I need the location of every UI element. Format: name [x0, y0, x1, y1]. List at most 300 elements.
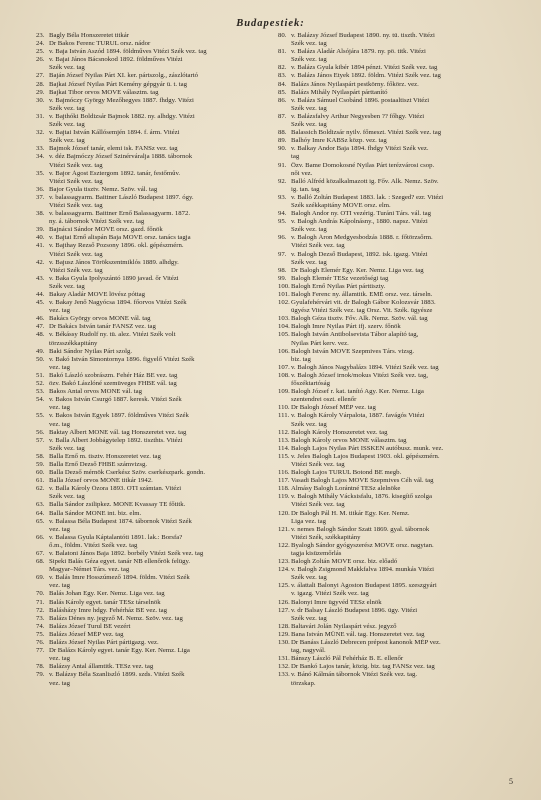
list-entry [36, 348, 266, 356]
entry-text: Özv. Bame Domokosné Nyilas Párt terézvárosi csop. [291, 161, 435, 169]
entry-number: 103. [278, 315, 290, 323]
entry-number: 99. [278, 274, 287, 282]
list-entry [36, 647, 266, 655]
entry-continuation: Szék vez. tag [49, 444, 85, 452]
page-number: 5 [509, 777, 513, 786]
entry-text: Balla József orvos MONE titkár 1942. [49, 477, 153, 485]
entry-number: 34. [36, 153, 45, 161]
list-entry [278, 275, 510, 283]
entry-text: v. Balassa Gyula Káptalantóti 1891. lak.: Borsfa? [49, 533, 183, 541]
list-entry [36, 671, 266, 679]
entry-text: Baktay Albert MONE vál. tag Honszeretet vez. tag [49, 428, 187, 436]
entry-text: v. déz Bajmóczy József Szinérváralja 1888. tábornok [49, 153, 193, 161]
entry-text: Dr Bankó Lajos tanár, közig. biz. tag FANSz vez. tag [291, 663, 435, 671]
list-entry [278, 566, 510, 574]
entry-continuation: Szék vez. tag [49, 493, 85, 501]
entry-number: 98. [278, 266, 287, 274]
entry-text: Dr Balázs Károly egyet. tanár Egy. Ker. Nemz. Liga [49, 647, 190, 655]
entry-text: v. Balázsy Béla Szanliszló 1899. szds. Vitézi Szék [49, 671, 185, 679]
entry-text: Balogh Zoltán MOVE orsz. biz. előadó [291, 558, 398, 566]
entry-continuation: Szék vez. tag [291, 56, 327, 64]
entry-number: 79. [36, 671, 45, 679]
entry-number: 46. [36, 315, 45, 323]
list-entry [36, 663, 266, 671]
entry-number: 35. [36, 169, 45, 177]
entry-number: 90. [278, 145, 287, 153]
list-entry [36, 485, 266, 493]
entry-text: v. Balogh Károly Várpalota, 1887. favágós Vitézi [291, 412, 425, 420]
list-entry [36, 477, 266, 485]
entry-text: v. Bajai János Bácsnokod 1892. földműves Vitézi [49, 56, 183, 64]
list-entry [278, 623, 510, 631]
list-entry [278, 388, 510, 396]
entry-number: 56. [36, 428, 45, 436]
entry-number: 115. [278, 452, 290, 460]
entry-number: 84. [278, 80, 287, 88]
entry-text: v. Bajor Ágost Esztergom 1892. tanár, festőmův. [49, 169, 181, 177]
entry-continuation: v. igazg. Vitézi Szék vez. tag [291, 590, 369, 598]
entry-number: 114. [278, 444, 290, 452]
entry-text: v. Balázs Aladár Alsójára 1879. ny. pö. titk. Vitézi [291, 48, 426, 56]
entry-number: 129. [278, 630, 290, 638]
entry-number: 71. [36, 598, 45, 606]
list-entry [278, 194, 510, 202]
entry-text: Dr Bakos Ferenc TURUL orsz. nádor [49, 40, 151, 48]
entry-continuation: Vitézi Szék vez. tag [291, 460, 345, 468]
entry-number: 58. [36, 452, 45, 460]
list-entry [278, 72, 510, 80]
entry-text: v. Balázs János Etyek 1892. földm. Vitézi Szék vez. tag [291, 72, 441, 80]
list-entry [278, 453, 510, 461]
list-entry [278, 582, 510, 590]
entry-number: 100. [278, 282, 290, 290]
entry-text: v. Balogh Dezső Budapest, 1892. isk. igazg. Vitézi [291, 250, 428, 258]
entry-continuation: vez. tag [49, 404, 70, 412]
entry-text: Dr Bakács István tanár FANSZ vez. tag [49, 323, 156, 331]
entry-number: 43. [36, 274, 45, 282]
entry-number: 107. [278, 363, 290, 371]
list-entry [278, 210, 510, 218]
entry-text: v. Balogh Mihály Vácksisfalu, 1876. kisegítő szolga [291, 493, 432, 501]
entry-number: 94. [278, 210, 287, 218]
entry-text: v. Bajtai Ernő alispán Baja MOVE orsz. tanács tagja [49, 234, 191, 242]
entry-text: v. Bajthay Rezső Pozsony 1896. okl. gépészmérn. [49, 242, 184, 250]
entry-number: 112. [278, 428, 290, 436]
list-entry [278, 97, 510, 105]
list-entry [36, 429, 266, 437]
entry-continuation: törzsszékkapitány [49, 339, 98, 347]
list-entry [278, 429, 510, 437]
list-entry [278, 291, 510, 299]
entry-number: 59. [36, 460, 45, 468]
list-entry [278, 234, 510, 242]
list-entry [278, 251, 510, 259]
list-entry [36, 607, 266, 615]
entry-text: v. balassagyarm. Baittner László Budapest 1897. ógy. [49, 193, 194, 201]
entry-text: Balázs Dénes ny. jegyző M. Nemz. Szöv. vez. tag [49, 614, 183, 622]
entry-number: 37. [36, 193, 45, 201]
entry-text: Baltavári Jolán Nyilaspárt vész. jegyző [291, 622, 397, 630]
entry-text: v. Balló Zoltán Budapest 1883. lak. : Szeged? ezr. Vitézi [291, 193, 444, 201]
entry-number: 121. [278, 525, 290, 533]
list-entry [278, 599, 510, 607]
entry-continuation: tagja kisüzemőrlás [291, 550, 342, 557]
entry-number: 57. [36, 436, 45, 444]
list-entry [278, 113, 510, 121]
entry-number: 73. [36, 614, 45, 622]
entry-continuation: Szék vez. tag [49, 64, 85, 72]
entry-number: 85. [278, 88, 287, 96]
list-entry [36, 32, 266, 40]
list-entry [36, 631, 266, 639]
entry-continuation: főszéktartóság [291, 380, 330, 388]
list-entry [36, 437, 266, 445]
entry-number: 92. [278, 177, 287, 185]
entry-number: 81. [278, 48, 287, 56]
entry-continuation: Szék vez. tag [49, 121, 85, 129]
entry-continuation: Szék vez. tag [49, 137, 85, 145]
list-entry [36, 40, 266, 48]
list-entry [36, 89, 266, 97]
entry-number: 105. [278, 331, 290, 339]
entry-number: 104. [278, 323, 290, 331]
list-entry [278, 477, 510, 485]
entry-text: v. Balázs Gyula kibér 1894 pénzt. Vitézi Szék vez. tag [291, 64, 438, 72]
list-entry [36, 48, 266, 56]
entry-number: 38. [36, 210, 45, 218]
entry-text: Balázs József MÉP vez. tag [49, 630, 124, 638]
list-entry [278, 607, 510, 615]
entry-text: v. Baja István Aszód 1894. földműves Vitézi Szék vez. tag [49, 48, 207, 56]
entry-number: 26. [36, 56, 45, 64]
entry-number: 39. [36, 226, 45, 234]
entry-text: Balázs János Nyilaspárt pestkörny. főkörz. vez. [291, 80, 419, 88]
list-entry [278, 81, 510, 89]
entry-text: Balogh Géza tisztv. Főv. Alk. Nemz. Szöv. vál. tag [291, 315, 428, 323]
list-entry [36, 396, 266, 404]
entry-number: 33. [36, 145, 45, 153]
entry-text: Bana István MÜNE vál. tag. Honszeretet vez. tag [291, 630, 425, 638]
entry-number: 41. [36, 242, 45, 250]
list-entry [36, 299, 266, 307]
entry-text: v. Bajusz János Törökszentmiklós 1889. alhdgy. [49, 258, 179, 266]
entry-continuation: vez. tag [49, 679, 70, 687]
entry-text: v. Bajthóki Boldizsár Bajmok 1882. ny. alhdgy. Vitézi [49, 112, 195, 120]
entry-text: Balázs Mihály Nyilaspárt párttanító [291, 88, 388, 96]
entry-text: Bajor Gyula tisztv. Nemz. Szöv. vál. tag [49, 185, 158, 193]
entry-text: Balla Sándor zsilipkez. MONE Kvassay TE főtitk. [49, 501, 186, 509]
entry-text: Balonyi Imre ügyvéd TESz elnök [291, 598, 382, 606]
entry-number: 109. [278, 388, 290, 396]
list-entry [36, 226, 266, 234]
entry-number: 117. [278, 477, 290, 485]
list-entry [36, 558, 266, 566]
entry-text: v. Balás Imre Hosszúmező 1894. földm. Vitézi Szék [49, 574, 190, 582]
entry-number: 27. [36, 72, 45, 80]
entry-number: 36. [36, 185, 45, 193]
entry-text: Balla Dezső mérnök Cserkész Szöv. cserkészpark. gondn. [49, 469, 206, 477]
entry-continuation: Vitézi Szék, székkapitány [291, 533, 361, 541]
list-entry [278, 655, 510, 663]
entry-continuation: Vitézi Szék vez. tag [291, 501, 345, 509]
entry-number: 25. [36, 48, 45, 56]
list-entry [278, 162, 510, 170]
entry-continuation: szentendrei oszt. ellenőr [291, 396, 357, 404]
entry-text: Balogh Ferenc ny. államtitk. EMÉ orsz. vez. társeln. [291, 291, 433, 298]
entry-text: v. Balla Károly Ózora 1893. OTI számtan. Vitézi [49, 485, 182, 493]
list-entry [278, 32, 510, 40]
entry-number: 133. [278, 671, 290, 679]
entry-number: 31. [36, 112, 45, 120]
entry-number: 76. [36, 639, 45, 647]
entry-text: Balogh Károly orvos MONE választm. tag [291, 436, 407, 444]
entry-text: Bakó László szobrászm. Fehér Ház BE vez. tag [49, 371, 178, 379]
list-entry [278, 445, 510, 453]
entry-text: Baján József Nyilas Párt XI. ker. pártszolg., zászlótartó [49, 72, 199, 80]
entry-continuation: tag, nagyvál. [291, 647, 326, 655]
entry-number: 111. [278, 412, 290, 420]
entry-number: 87. [278, 112, 287, 120]
list-entry [278, 404, 510, 412]
entry-continuation: Szék vez. tag [291, 226, 327, 234]
entry-number: 130. [278, 639, 290, 647]
entry-continuation: ügyész Vitézi Szék vez. tag Orsz. Vit. Szék. ügyésze [291, 307, 433, 315]
entry-continuation: Szék vez. tag [49, 282, 85, 290]
entry-continuation: vez. tag [49, 525, 70, 533]
list-entry [278, 558, 510, 566]
entry-text: v. Baka Gyula Ipolyszántó 1890 javad. őr Vitézi [49, 274, 179, 282]
entry-number: 122. [278, 541, 290, 549]
entry-text: v. Bakay Jenő Nagyócsa 1894. főorvos Vitézi Szék [49, 299, 187, 307]
entry-continuation: Szék vez. tag [291, 574, 327, 582]
list-entry [278, 671, 510, 679]
entry-continuation: ig. tan. tag [291, 185, 320, 193]
list-entry [36, 412, 266, 420]
list-entry [278, 267, 510, 275]
entry-number: 32. [36, 129, 45, 137]
entry-continuation: Nyilas Párt kerv. vez. [291, 339, 349, 347]
entry-text: Bakos Antal orvos MONE vál. tag [49, 388, 142, 396]
entry-number: 108. [278, 371, 290, 379]
entry-text: Bajnácsi Sándor MOVE orsz. gazd. főnök [49, 226, 163, 234]
entry-text: Balogh István MOVE Szepmives Társ. vizsg. [291, 347, 415, 355]
left-column [36, 32, 266, 688]
entry-text: Balogh Andor ny. OTI vezérig. Turáni Társ. vál. tag [291, 210, 432, 218]
entry-number: 60. [36, 469, 45, 477]
list-entry [36, 323, 266, 331]
entry-continuation: Szék vez. tag [291, 40, 327, 48]
entry-number: 118. [278, 485, 290, 493]
entry-continuation: Vitézi Szék vez. tag [49, 266, 103, 274]
entry-text: Balogh Ernő Nyilas Párt párttiszty. [291, 282, 386, 290]
entry-number: 78. [36, 663, 45, 671]
entry-text: Dr Banáss László Debrecen prépost kanonok MÉP vez. [291, 639, 441, 647]
entry-number: 63. [36, 501, 45, 509]
entry-text: Sipeki Balás Géza egyet. tanár NB ellenőrök felügy. [49, 558, 191, 566]
entry-number: 123. [278, 558, 290, 566]
list-entry [36, 72, 266, 80]
entry-text: v. Balkay Andor Baja 1894. fhdgy Vitézi Szék vez. [291, 145, 429, 153]
entry-continuation: női vez. [291, 169, 313, 177]
entry-text: özv. Bakó Lászlóné szemüveges FHBE vál. tag [49, 380, 177, 388]
entry-number: 106. [278, 347, 290, 355]
entry-continuation: ő.m., földm. Vitézi Szék vez. tag [49, 541, 138, 549]
entry-number: 110. [278, 404, 290, 412]
entry-text: v. Bánó Kálmán tábornok Vitézi Szék vez. tag. [291, 671, 418, 679]
list-entry [278, 178, 510, 186]
entry-continuation: Vitézi Szék vez. tag [49, 177, 103, 185]
list-entry [278, 129, 510, 137]
entry-text: Balogh Lajos TURUL Botond BE megb. [291, 469, 402, 477]
entry-number: 101. [278, 291, 290, 298]
right-column [278, 32, 510, 688]
entry-continuation: Vitézi Szék vez. tag [49, 250, 103, 258]
list-entry [36, 186, 266, 194]
list-entry [36, 81, 266, 89]
list-entry [36, 291, 266, 299]
list-entry [278, 89, 510, 97]
entry-continuation: ny. á. tábornok Vitézi Szék vez. tag [49, 218, 145, 226]
list-entry [278, 48, 510, 56]
list-entry [278, 493, 510, 501]
entry-text: v. Balázsy József Budapest 1890. ny. tü. tiszth. Vitézi [291, 32, 435, 39]
entry-number: 116. [278, 469, 290, 477]
entry-continuation: Szék vez. tag [291, 121, 327, 129]
entry-text: Dr Balogh Pál H. M. titkár Egy. Ker. Nemz. [291, 509, 410, 517]
entry-continuation: Szék vez. tag [291, 420, 327, 428]
entry-text: Balla Sándor MONE int. biz. elm. [49, 509, 142, 517]
entry-text: Balló Alfréd közalkalmazott ig. Főv. Alk. Nemz. Szöv. [291, 177, 439, 185]
entry-number: 119. [278, 493, 290, 501]
entry-text: Bakay Aladár MOVE lövész póttag [49, 291, 145, 298]
list-entry [278, 437, 510, 445]
entry-number: 96. [278, 234, 287, 242]
entry-continuation: Szék vez. tag [291, 614, 327, 622]
entry-number: 54. [36, 396, 45, 404]
entry-continuation: Szék vez. tag [291, 258, 327, 266]
entry-number: 23. [36, 32, 45, 39]
entry-number: 40. [36, 234, 45, 242]
list-entry [36, 380, 266, 388]
list-entry [278, 542, 510, 550]
list-entry [278, 331, 510, 339]
entry-text: Dr Balogh József MÉP vez. tag [291, 404, 376, 412]
entry-number: 95. [278, 218, 287, 226]
entry-number: 77. [36, 647, 45, 655]
entry-text: v. Balázsfalvy Arthur Negyesben ?? főhgy. Vitézi [291, 112, 425, 120]
entry-text: v. Bakos István Csurgó 1887. keresk. Vitézi Szék [49, 396, 182, 404]
entry-number: 64. [36, 509, 45, 517]
entry-continuation: vez. tag [49, 582, 70, 590]
entry-text: Balogh Imre Nyilas Párt ifj. szerv. főnök [291, 323, 401, 331]
list-entry [36, 518, 266, 526]
list-entry [36, 599, 266, 607]
entry-continuation: Szék vez. tag [291, 104, 327, 112]
entry-number: 102. [278, 299, 290, 307]
entry-text: Bajkai Tibor orvos MOVE választm. tag [49, 88, 159, 96]
entry-text: v. Bajmóczy György Mezőhegyes 1887. fhdgy. Vitézi [49, 96, 194, 104]
entry-text: Bánszy László Pál Fehérház B. E. ellenőr [291, 655, 404, 663]
entry-text: Balla Ernő Dezső FHBE számvizsg. [49, 460, 148, 468]
list-entry [36, 331, 266, 339]
list-entry [36, 510, 266, 518]
entry-text: Balásházy Imre hdgy. Fehérház BE vez. tag [49, 606, 168, 614]
entry-text: v. Balogh Zsigmond Makkfalva 1894. munkás Vitézi [291, 566, 435, 574]
entry-number: 82. [278, 64, 287, 72]
entry-number: 125. [278, 582, 290, 590]
list-entry [36, 315, 266, 323]
list-entry [36, 153, 266, 161]
entry-number: 72. [36, 606, 45, 614]
entry-text: Balogh Lajos Nyilas Párt ISSKEN autóbusz. munk. vez. [291, 444, 444, 452]
entry-text: Bakács György orvos MONE vál. tag [49, 315, 151, 323]
entry-number: 30. [36, 96, 45, 104]
list-entry [278, 315, 510, 323]
entry-text: Balla Ernő m. tisztv. Honszeretet vez. tag [49, 452, 161, 460]
entry-number: 70. [36, 590, 45, 598]
entry-number: 83. [278, 72, 287, 80]
entry-number: 126. [278, 598, 290, 606]
entry-text: v. dr Balsay László Budapest 1896. ügy. Vitézi [291, 606, 418, 614]
list-entry [278, 218, 510, 226]
entry-number: 75. [36, 630, 45, 638]
entry-number: 48. [36, 331, 45, 339]
entry-number: 80. [278, 32, 287, 39]
entry-continuation: törzskap. [291, 679, 316, 687]
list-entry [278, 639, 510, 647]
entry-text: v. Békássy Rudolf ny. tü. alez. Vitézi Szék volt [49, 331, 176, 339]
entry-continuation: Szék székkapitány MOVE orsz. elm. [291, 201, 391, 209]
list-entry [278, 283, 510, 291]
entry-text: Balázsy Antal államtitk. TESz vez. tag [49, 663, 154, 671]
entry-text: v. Balázs Sámuel Csobánd 1896. postaaltiszt Vitézi [291, 96, 430, 104]
list-entry [278, 145, 510, 153]
list-entry [36, 129, 266, 137]
list-entry [36, 113, 266, 121]
list-entry [36, 145, 266, 153]
entry-number: 65. [36, 517, 45, 525]
entry-text: v. nemes Balogh Sándor Szatt 1869. gyal. tábornok [291, 525, 430, 533]
list-entry [36, 275, 266, 283]
entry-text: v. Bakos István Egyek 1897. földműves Vitézi Szék [49, 412, 189, 420]
entry-number: 66. [36, 533, 45, 541]
list-entry [36, 590, 266, 598]
list-entry [278, 364, 510, 372]
list-entry [278, 64, 510, 72]
list-entry [36, 501, 266, 509]
entry-continuation: Szék vez. tag [49, 104, 85, 112]
entry-continuation: vez. tag [49, 307, 70, 315]
list-entry [36, 469, 266, 477]
list-entry [278, 485, 510, 493]
entry-number: 132. [278, 663, 290, 671]
entry-number: 86. [278, 96, 287, 104]
entry-text: v. Bajtai István Kállósemjén 1894. f. árm. Vitézi [49, 129, 180, 137]
entry-number: 29. [36, 88, 45, 96]
entry-text: v. Bakó István Simontornya 1896. figyelő Vitézi Szék [49, 355, 195, 363]
entry-number: 51. [36, 371, 45, 379]
list-entry [36, 623, 266, 631]
entry-continuation: Vitézi Szék vez. tag [49, 201, 103, 209]
entry-number: 67. [36, 550, 45, 557]
list-entry [278, 137, 510, 145]
entry-number: 128. [278, 622, 290, 630]
list-entry [278, 372, 510, 380]
entry-text: v. Balassa Béla Budapest 1874. tábornok Vitézi Szék [49, 517, 192, 525]
entry-number: 50. [36, 355, 45, 363]
entry-number: 131. [278, 655, 290, 663]
entry-text: v. Balogh János Nagybalázs 1894. Vitézi Szék vez. tag [291, 363, 439, 371]
